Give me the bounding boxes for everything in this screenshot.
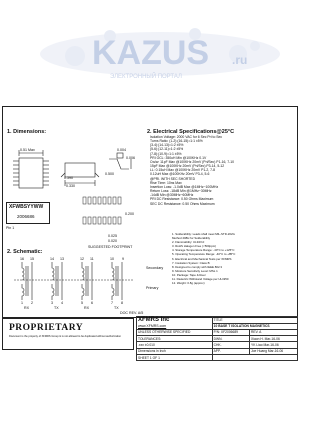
pin-1-label: Pin 1 [6, 226, 15, 230]
lead-dimension-d: 0.006 [126, 156, 135, 160]
notes-list [172, 232, 235, 285]
channel-label: TX [54, 306, 59, 310]
tolerances-label: TOLERANCES: [137, 336, 213, 342]
spec-line: Turns Ratio: (1-2):(16-15)=1:1 ±5% [150, 139, 203, 144]
spec-line: @PRI. WITH SEC SHORTED [150, 176, 196, 181]
note-line: 10. Package: Tape & Reel [172, 272, 206, 277]
height-dimension-a: 0.330 [66, 184, 75, 188]
spec-line: Return Loss: -18dB Min @1MHz~30MHz [150, 189, 212, 194]
unless-specified: UNLESS OTHERWISE SPECIFIED [137, 329, 213, 335]
width-dimension: 0.51 Max [20, 148, 35, 152]
tolerance-value: .xxx ±0.010 [137, 342, 213, 348]
approved-date: Mar-16-06 [267, 349, 284, 354]
spec-line: Insertion Loss: -1.0dB Max @1MHz~100MHz [150, 184, 219, 189]
title-label: TITLE [212, 317, 297, 324]
part-marking-box [6, 202, 50, 224]
title-block [136, 316, 298, 361]
lead-width: 0.020 [108, 239, 117, 243]
spec-list [150, 135, 234, 206]
note-line: 7. Insulation System: Class B [172, 260, 210, 265]
note-line: 6. Electrical and Mechanical Tests per XFMRS [172, 256, 232, 261]
checked-date: Mar-16-06 [263, 343, 279, 348]
secondary-label: Secondary [146, 266, 164, 270]
revision: REV. A [250, 329, 298, 335]
spec-line: Cw/w: 11pF Max @100KHz 20mV (Pri/Sec) P1-16, 7-10 [150, 159, 235, 164]
footprint-caption: SUGGESTED FOOTPRINT [88, 245, 133, 249]
pin-number: 3 [51, 301, 53, 305]
spec-line: 0.12uH Max @100KHz 20mV P3-4, 5-6 [150, 172, 210, 177]
channel-label: RX [24, 306, 29, 310]
top-dimension: 0.500 [105, 172, 114, 176]
note-line: 2. Flammability: UL94V-0 [172, 240, 205, 245]
primary-label: Primary [146, 286, 159, 290]
pin-number: 1 [21, 301, 23, 305]
specs-title: 2. Electrical Specifications@25°C [147, 129, 235, 135]
note-line: 8. Designed to comply with IEEE 802.3 [172, 264, 222, 269]
watermark-logo [0, 6, 300, 86]
schematic-title: 2. Schematic: [7, 249, 43, 255]
schematic-diagram [10, 254, 138, 306]
company-name: XFMRS Inc [137, 317, 213, 324]
spec-line: 15pF Max @100KHz 20mV (Pri/Sec) P3-14, 5-12 [150, 164, 225, 169]
note-line: 4. Storage Temperature Range: -40°C to +125°C [172, 248, 235, 253]
pin-number: 10 [110, 257, 114, 261]
checked-by-label: CHK. [212, 342, 249, 348]
doc-revision: DOC REV. A/5 [120, 311, 144, 315]
proprietary-label: PROPRIETARY [9, 323, 84, 333]
note-line: 12. Weight: 0.8g (approx) [172, 281, 205, 286]
pin-number: 16 [20, 257, 24, 261]
spec-line: SEC DC Resistance: 0.50 Ohms Maximum [150, 201, 215, 206]
date-code: 2006686 [17, 214, 35, 219]
spec-line: Isolation Voltage: 2000 VAC for 6 Sec Pri to Sec [150, 135, 223, 139]
pin-number: 7 [111, 301, 113, 305]
note-line: 3. RoHS Halogen Free (<500ppm) [172, 244, 217, 249]
pin-number: 6 [91, 301, 93, 305]
pin-number: 14 [50, 257, 54, 261]
note-line: 1. Solderability: Leads shall meet MIL-STD-202G [172, 232, 235, 236]
sheet-number: SHEET 1 OF 1 [137, 354, 213, 360]
spec-line: PRI DC Resistance: 0.50 Ohms Maximum [150, 197, 214, 202]
note-line: 5. Operating Temperature Range: -40°C to +85°C [172, 252, 236, 257]
channel-label: TX [114, 306, 119, 310]
drawn-date: Mar-16-06 [264, 336, 280, 341]
height-dimension-b: 0.390 [64, 176, 73, 180]
proprietary-box [2, 318, 134, 350]
pin-number: 13 [60, 257, 64, 261]
part-marking-text: XFWBSYYWW [9, 204, 44, 210]
pin-number: 15 [30, 257, 34, 261]
spec-line: LL: 0.15uH Max @100KHz 20mV P1-2, 7-8 [150, 168, 216, 173]
drawn-by-label: DWN. [212, 336, 249, 342]
dimensions-note: Dimensions in Inch [137, 348, 213, 354]
product-title: 10 BASE T ISOLATION MAGNETICS [212, 323, 297, 329]
part-number: P/N: XF2006689 [212, 329, 249, 335]
watermark-tagline: ЭЛЕКТРОННЫЙ ПОРТАЛ [110, 74, 182, 80]
spec-line: Rise Time: 10ns Max [150, 180, 182, 185]
note-line: 9. Moisture Sensitivity Level: MSL 1 [172, 268, 218, 273]
watermark-domain: .ru [232, 53, 248, 67]
lead-dimension-c: 0.004 [117, 148, 126, 152]
note-line: Method 208H for Solderability [172, 236, 211, 241]
spec-line: (3-4):(14-13)=1:2 ±5% [150, 143, 184, 148]
channel-label: RX [84, 306, 89, 310]
dimensions-title: 1. Dimensions: [7, 129, 47, 135]
pin-number: 5 [81, 301, 83, 305]
spec-line: PRI OCL: 350uH Min @100KHz 0.1V [150, 155, 207, 160]
approved-by-name: Joe Huang [251, 349, 267, 354]
spec-line: -14dB Min @30MHz~60MHz [150, 193, 194, 198]
checked-by-name: YK Liao [251, 343, 263, 348]
pin-number: 2 [31, 301, 33, 305]
spec-line: (7-8):(10-9)=1:1 ±5% [150, 151, 182, 156]
watermark-brand: KAZUS [92, 34, 210, 72]
pin-number: 11 [90, 257, 94, 261]
company-website[interactable]: www.XFMRS.com [137, 323, 213, 329]
pin-number: 8 [121, 301, 123, 305]
drawn-by-name: Xiaon H. [251, 336, 264, 341]
spec-line: (5-6):(12-11)=1:2 ±5% [150, 147, 184, 152]
proprietary-text: Document is the property of XFMRS Group & is not allowed to be duplicated without authorization [9, 335, 122, 338]
side-dimension: 0.200 [125, 212, 134, 216]
note-line: 11. Dielectric Withstand Voltage per UL1950 [172, 277, 229, 282]
lead-pitch: 0.025 [108, 234, 117, 238]
pin-number: 9 [122, 257, 124, 261]
pin-number: 12 [80, 257, 84, 261]
approved-by-label: APP. [212, 348, 249, 354]
pin-number: 4 [61, 301, 63, 305]
